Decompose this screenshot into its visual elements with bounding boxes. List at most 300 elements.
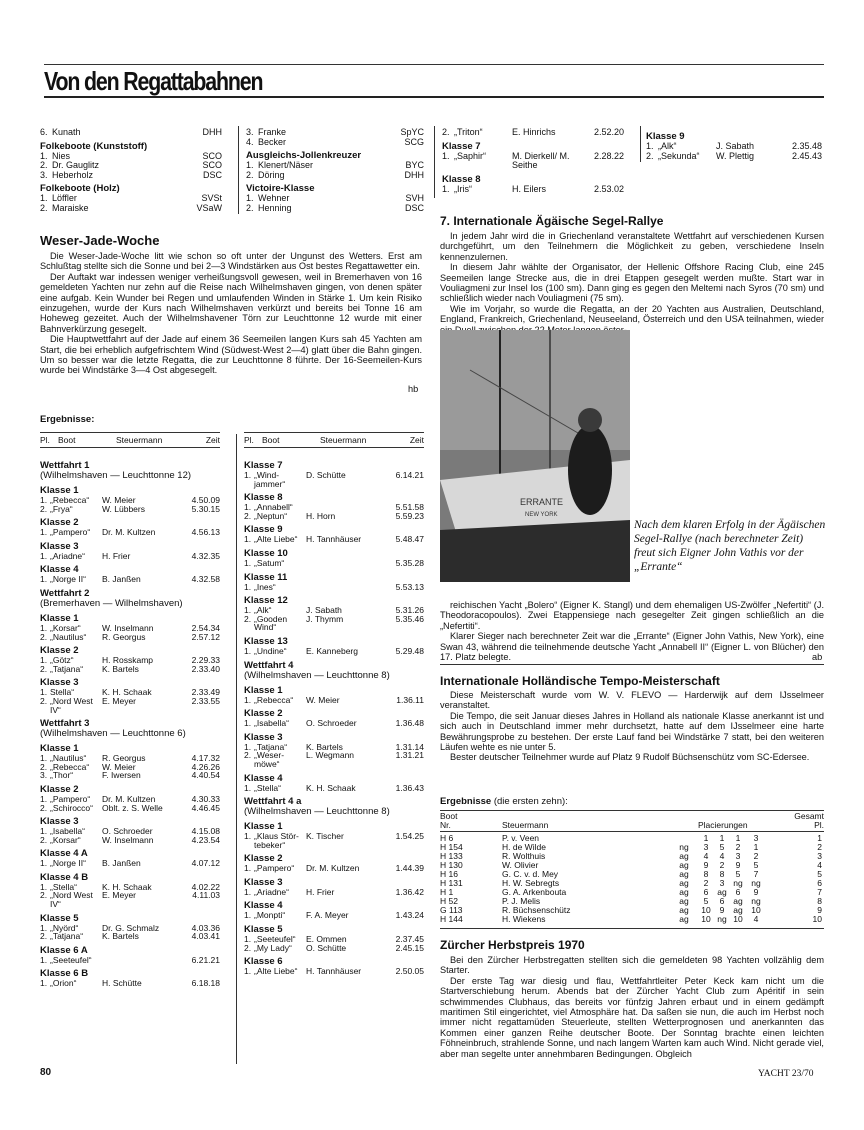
header-placierungen: Placierungen — [698, 820, 748, 830]
top-column-3 — [442, 128, 628, 194]
paragraph: Klarer Sieger nach berechneter Zeit war die „Errante“ (Eigner John Vathis, New York), eine Swan 43, während die teilnehmende deutsche Yacht „Annabell II“ (Eigner L. von Blücher) den 17. Platz belegte. — [440, 631, 824, 663]
race-time: 1.36.11 — [396, 694, 424, 705]
skipper-name: K. Bartels — [102, 663, 139, 674]
paragraph: Die Weser-Jade-Woche litt wie schon so oft unter der Ungunst des Wetters. Erst am Schlußtag stellte sich die Sonne und bei 2—3 Windstärken aus Ost bestes Regattawetter ein. — [40, 251, 422, 272]
race-time: 2.28.22 — [593, 150, 624, 161]
result-row — [244, 512, 424, 521]
placing: 5 — [719, 842, 725, 852]
skipper-name: J. Thymm — [306, 613, 344, 624]
paragraph: Bei den Zürcher Herbstregatten stellten sich die gemeldeten 98 Yachten vollzählig dem Starter. — [440, 955, 824, 976]
paragraph: reichischen Yacht „Bolero“ (Eigner K. Stangl) und dem ehemaligen US-Zwölfer „Nefertiti“ (J. Theodoracopoulos). Zwei Etappensiege nach gesegelter Zeit gingen schließlich an die „Nefertiti“. — [440, 600, 824, 631]
club-code: SCG — [404, 136, 424, 147]
placing: 2 — [735, 842, 741, 852]
place-number: 1. — [40, 550, 48, 561]
place-number: 3. — [40, 169, 48, 180]
skipper-name — [102, 956, 184, 965]
place-number: 2. — [244, 613, 252, 624]
race-time: 1.36.42 — [395, 886, 424, 897]
table-row — [440, 870, 824, 879]
place-number: 1. — [40, 193, 48, 203]
class-header: Folkeboote (Holz) — [40, 183, 120, 194]
race-time: 6.14.21 — [395, 470, 424, 480]
boat-name: „Tatjana“ — [50, 931, 84, 942]
boat-name: „Pampero“ — [50, 793, 91, 804]
boat-name: „Korsar“ — [50, 622, 81, 633]
place-number: 2. — [40, 931, 48, 942]
result-row — [246, 204, 424, 214]
skipper-name: B. Janßen — [102, 574, 141, 585]
header-gesamt: Gesamt Pl. — [794, 811, 824, 830]
race-time: 4.15.08 — [191, 826, 220, 837]
section-rule — [440, 928, 824, 929]
header-zeit: Zeit — [409, 435, 424, 445]
boat-name: „Annabell“ — [254, 502, 293, 513]
boat-name: „Thor“ — [50, 770, 74, 781]
result-row — [40, 804, 220, 813]
paragraph: Diese Meisterschaft wurde vom W. V. FLEVO — Harderwijk auf dem IJsselmeer veranstaltet. — [440, 690, 824, 711]
race-time: 4.32.35 — [191, 550, 220, 561]
race-time: 5.53.13 — [395, 581, 424, 592]
placing: 9 — [703, 860, 709, 870]
boat-name: „Wind- jammer“ — [254, 470, 286, 489]
weser-signature: hb — [408, 384, 419, 394]
results-list-left — [40, 456, 220, 988]
race-time: 1.36.48 — [395, 718, 424, 729]
boat-name: „Alk“ — [254, 605, 272, 616]
skipper-name — [306, 583, 388, 592]
placing: ng — [751, 878, 761, 888]
result-row — [244, 471, 424, 488]
class-header: Ausgleichs-Jollenkreuzer — [246, 150, 362, 161]
race-time: 5.30.15 — [191, 503, 220, 514]
placing: ng — [679, 842, 689, 852]
photo-boat-name: ERRANTE — [520, 497, 564, 507]
sailor-name: Löffler — [52, 193, 77, 203]
aegean-section-title: 7. Internationale Ägäische Segel-Rallye — [440, 214, 664, 228]
skipper-name: R. Georgus — [102, 631, 146, 642]
race-time: 6.18.18 — [191, 978, 220, 989]
boat-name: „Ariadne“ — [50, 550, 85, 561]
race-time: 2.50.05 — [395, 966, 424, 977]
skipper-name: R. Büchsenschütz — [502, 905, 571, 915]
table-row — [440, 852, 824, 861]
result-row — [244, 559, 424, 568]
place-number: 2. — [646, 150, 654, 161]
placing: 6 — [719, 896, 725, 906]
club-code: SVSt — [201, 193, 222, 203]
class-header: Klasse 13 — [244, 635, 288, 647]
boat-name: „Frya“ — [50, 503, 73, 514]
sailor-name: Wehner — [258, 193, 290, 203]
placing: 2 — [703, 878, 709, 888]
race-time: 2.29.33 — [191, 655, 220, 666]
race-time: 2.33.40 — [191, 663, 220, 674]
place-number: 1. — [244, 470, 252, 480]
skipper-name: R. Georgus — [102, 753, 146, 764]
place-number: 1. — [244, 741, 252, 752]
placing: 5 — [703, 896, 709, 906]
skipper-name: E. Meyer — [102, 890, 137, 901]
placing: ag — [679, 878, 689, 888]
table-row — [440, 888, 824, 897]
paragraph: Die Hauptwettfahrt auf der Jade auf einem 36 Seemeilen langen Kurs sah 45 Yachten am Start, die bei erheblich aufgefrischtem Wind (Südwest-West 2—4) glatt über die Bahn gingen. Um so besser war die letzte Regatta, die zur Leuchttonne 8 führte. Der 16-Seemeilen-Kurs wurde bei Windstärke 3—4 Ost abgesegelt. — [40, 334, 422, 376]
place-number: 2. — [40, 160, 48, 170]
placing: ag — [679, 851, 689, 861]
skipper-name: G. C. v. d. Mey — [502, 869, 559, 879]
result-row — [244, 911, 424, 920]
race-time: 2.45.15 — [395, 942, 424, 953]
skipper-name: W. Lübbers — [102, 503, 145, 514]
place-number: 1. — [244, 718, 252, 729]
weser-section-title: Weser-Jade-Woche — [40, 233, 160, 248]
club-code: SVH — [405, 193, 424, 203]
result-row — [244, 647, 424, 656]
header-boot: Boot — [262, 435, 280, 445]
weser-body-text — [40, 251, 422, 376]
result-row — [40, 979, 220, 988]
class-header: Klasse 9 — [244, 524, 283, 536]
place-number: 1. — [40, 858, 48, 869]
skipper-name: H. Schütte — [102, 978, 142, 989]
boat-name: „Neptun“ — [254, 510, 288, 521]
top-rule — [44, 64, 824, 65]
placing: ag — [679, 914, 689, 924]
boat-name: „Saphir“ — [454, 150, 487, 161]
boat-name: „Undine“ — [254, 645, 287, 656]
result-row — [40, 128, 222, 138]
race-time: 4.30.33 — [191, 793, 220, 804]
class-header: Klasse 4 — [244, 772, 283, 784]
section-rule — [440, 664, 824, 665]
holland-body-text — [440, 690, 824, 763]
class-header: Klasse 7 — [442, 140, 481, 152]
paragraph: Bester deutscher Teilnehmer wurde auf Platz 9 Rudolf Büchsenschütz vom SC-Edersee. — [450, 752, 810, 763]
paragraph: Der erste Tag war diesig und flau, Wettfahrtleiter Peter Keck kam nicht um die Startverschiebung herum. Abends bat der Zürcher Yacht Club zum Apéritif in sein schwimmendes Clubhaus, das bereits vor fünfzig Jahren erbaut und in einem gedämpft maritimen Stil eingerichtet, viel Atmosphäre hat. Da saßen sie nun, die auch im Herbst noch immer nicht regattamüden Steuerleute, stellten Wetterprognosen und anerkannten das Kommen einer ganzen Reihe deutscher Boote. Der Sonntag brachte einen leichten Föhneinbruch, strahlende Sonne, und nach langem Warten kam auch Wind. Nicht gerade viel, aber man segelte unter annehmbaren Bedingungen. Obgleich — [440, 975, 824, 1059]
paragraph: Der Auftakt war indessen weniger verheißungsvoll gewesen, weil in Bremerhaven von 16 gemeldeten Yachten nur zehn auf die Reise nach Wilhelmshaven gingen, von denen später eine aufgab. Kein Wunder bei Regen und umlaufenden Winden in Stärke 1. Um kein Risiko einzugehen, wurde der Kurs nach Wilhelmshaven verkürzt und bereits bei Tonne 16 am Hoheweg gezeitet. Auch der Wilhelmshavener Törn zur Leuchttonne 12 wurde mit einer Bahnverkürzung gesegelt. — [40, 271, 422, 334]
skipper-name: H. Frier — [306, 886, 335, 897]
skipper-name: G. A. Arkenbouta — [502, 887, 567, 897]
class-header: Klasse 3 — [244, 876, 283, 888]
table-row — [440, 906, 824, 915]
class-header: Klasse 4 B — [40, 871, 89, 883]
boat-name: „Norge II“ — [50, 574, 86, 585]
total-place: 7 — [817, 887, 822, 897]
boat-name: „Pampero“ — [254, 863, 295, 874]
class-header: Klasse 5 — [40, 912, 79, 924]
place-number: 1. — [244, 557, 252, 568]
boat-number: H 130 — [440, 860, 463, 870]
boat-name: „Klaus Stör- tebeker“ — [254, 831, 299, 850]
placing: 1 — [703, 833, 709, 843]
aegean-signature: ab — [812, 652, 823, 662]
race-time: 4.11.03 — [192, 890, 220, 901]
top-column-1 — [40, 128, 222, 213]
club-code: DHH — [202, 127, 222, 137]
race-time: 4.03.41 — [191, 931, 220, 942]
skipper-name: J. Sabath — [716, 141, 755, 151]
skipper-name: B. Janßen — [102, 858, 141, 869]
place-number: 2. — [40, 631, 48, 642]
place-number: 1. — [244, 782, 252, 793]
race-time: 4.50.09 — [191, 495, 220, 505]
table-row — [440, 861, 824, 870]
race-time: 2.52.20 — [593, 127, 624, 137]
placing: 2 — [719, 860, 725, 870]
place-number: 1. — [40, 655, 48, 666]
class-header: Klasse 3 — [244, 731, 283, 743]
class-header: Klasse 7 — [244, 460, 283, 471]
result-row — [40, 956, 220, 965]
boat-name: „Nord West IV“ — [50, 695, 93, 715]
place-number: 2. — [40, 802, 48, 813]
club-code: SCO — [202, 160, 222, 170]
sailor-name: Nies — [52, 150, 71, 161]
skipper-name: E. Ommen — [306, 934, 347, 945]
race-time: 2.33.49 — [191, 687, 220, 698]
class-header: Klasse 8 — [244, 492, 283, 504]
race-time: 4.02.22 — [191, 881, 220, 892]
result-row — [244, 864, 424, 873]
race-time: 1.43.24 — [395, 910, 424, 921]
place-number: 1. — [40, 150, 48, 161]
placing: ag — [679, 860, 689, 870]
race-time: 4.46.45 — [191, 802, 220, 813]
place-number: 2. — [40, 503, 48, 514]
column-divider — [236, 434, 237, 1064]
skipper-name: F. A. Meyer — [306, 910, 349, 921]
placing: 3 — [735, 851, 741, 861]
place-number: 2. — [40, 890, 48, 901]
placing: ng — [717, 914, 727, 924]
club-code: DHH — [404, 169, 424, 180]
result-row — [40, 836, 220, 845]
boat-name: „Monpti“ — [254, 910, 286, 921]
skipper-name: J. Sabath — [306, 605, 342, 616]
header-steuermann: Steuermann — [502, 820, 549, 830]
race-time: 5.35.28 — [395, 557, 424, 568]
page-number: 80 — [40, 1067, 52, 1078]
placing: 4 — [753, 914, 759, 924]
header-boot: Boot — [58, 435, 76, 445]
race-time: 4.17.32 — [191, 753, 220, 764]
place-number: 1. — [244, 605, 252, 616]
race-time: 2.57.12 — [191, 631, 220, 642]
result-row — [40, 575, 220, 584]
boat-name: „Alte Liebe“ — [254, 966, 298, 977]
class-header: Victoire-Klasse — [246, 183, 315, 194]
skipper-name: H. Rosskamp — [102, 655, 154, 666]
placing: 4 — [703, 851, 709, 861]
place-number: 1. — [40, 922, 48, 933]
result-row — [40, 528, 220, 537]
paragraph: In jedem Jahr wird die in Griechenland veranstaltete Wettfahrt auf verschiedenen Kursen durchgeführt, um den Teilnehmern die Möglichkeit zu geben, verschiedene Inseln kennenzulernen. — [440, 231, 824, 262]
result-row — [40, 771, 220, 780]
column-divider — [640, 126, 641, 162]
race-course: (Wilhelmshaven — Leuchttonne 8) — [244, 669, 390, 681]
class-header: Folkeboote (Kunststoff) — [40, 140, 148, 152]
class-header: Klasse 10 — [244, 547, 288, 559]
club-code: DSC — [404, 202, 424, 213]
boat-name: Stella“ — [50, 687, 75, 698]
results-header-right — [244, 432, 424, 448]
class-header: Klasse 2 — [40, 517, 79, 529]
placing: 3 — [719, 878, 725, 888]
skipper-name: O. Schütte — [306, 942, 347, 953]
total-place: 2 — [817, 842, 822, 852]
header-pl: Pl. — [40, 435, 50, 445]
total-place: 8 — [817, 896, 822, 906]
race-time: 5.51.58 — [395, 502, 424, 513]
race-time: 4.07.12 — [191, 858, 220, 869]
place-number: 1. — [40, 826, 48, 837]
class-header: Klasse 2 — [244, 708, 283, 720]
boat-name: „Seeteufel“ — [254, 934, 296, 945]
class-header: Klasse 11 — [244, 571, 288, 583]
club-code: BYC — [405, 160, 424, 170]
race-time: 1.54.25 — [395, 831, 424, 842]
place-number: 4. — [246, 136, 254, 147]
results-header-left — [40, 432, 220, 448]
place-number: 3. — [246, 127, 254, 137]
result-row — [244, 719, 424, 728]
boat-number: H 16 — [440, 869, 458, 879]
boat-name: „Nautilus“ — [50, 631, 87, 642]
race-time: 1.36.43 — [395, 782, 424, 793]
class-header: Klasse 3 — [40, 677, 79, 689]
skipper-name: H. Tannhäuser — [306, 966, 362, 977]
sailor-name: Heberholz — [52, 169, 94, 180]
sailor-name: Kunath — [52, 127, 81, 137]
skipper-name: Dr. M. Kultzen — [306, 863, 360, 874]
boat-number: H 133 — [440, 851, 463, 861]
race-time: 5.29.48 — [395, 645, 424, 656]
class-header: Klasse 3 — [40, 540, 79, 552]
placing: ng — [733, 878, 743, 888]
top-column-2 — [246, 128, 424, 213]
place-number: 1. — [40, 978, 48, 989]
total-place: 3 — [817, 851, 822, 861]
place-number: 1. — [244, 694, 252, 705]
photo-port: NEW YORK — [525, 512, 558, 518]
class-header: Klasse 1 — [244, 821, 283, 833]
boat-name: „Weser- möwe“ — [254, 750, 285, 769]
race-time: 4.32.58 — [191, 574, 220, 585]
result-row — [244, 615, 424, 632]
race-time: 2.33.55 — [191, 695, 220, 706]
race-time: 6.21.21 — [191, 954, 220, 965]
race-time: 5.48.47 — [395, 534, 424, 545]
results-list-right — [244, 456, 424, 976]
aegean-body-text-continued — [440, 600, 824, 662]
boat-name: „Ariadne“ — [254, 886, 289, 897]
holland-results-table — [440, 834, 824, 924]
race-time: 4.26.26 — [191, 761, 220, 772]
place-number: 1. — [40, 881, 48, 892]
holland-section-title: Internationale Holländische Tempo-Meisterschaft — [440, 674, 720, 688]
race-time: 1.31.21 — [395, 750, 424, 761]
paragraph: Wie im Vorjahr, so wurde die Regatta, an der 20 Yachten aus Australien, Deutschland, England, Frankreich, Griechenland, Neuseeland, Österreich und den USA teilnahmen, wieder — [440, 303, 824, 325]
club-code: SpYC — [400, 127, 424, 137]
skipper-name: E. Kanneberg — [306, 645, 358, 656]
skipper-name: D. Schütte — [306, 470, 346, 480]
place-number: 2. — [246, 169, 254, 180]
race-time: 5.35.46 — [395, 613, 424, 624]
table-row — [440, 915, 824, 924]
skipper-name: K. H. Schaak — [102, 881, 152, 892]
place-number: 2. — [40, 834, 48, 845]
place-number: 1. — [244, 534, 252, 545]
result-row — [244, 751, 424, 768]
place-number: 2. — [244, 750, 252, 761]
result-row — [246, 138, 424, 148]
club-code: DSC — [202, 169, 222, 180]
place-number: 1. — [40, 574, 48, 585]
boat-name: „Rebecca“ — [254, 694, 294, 705]
place-number: 1. — [244, 966, 252, 977]
boat-name: „Schirocco“ — [50, 802, 93, 813]
placing: 5 — [735, 869, 741, 879]
place-number: 1. — [40, 954, 48, 965]
skipper-name: W. Meier — [102, 495, 136, 505]
total-place: 9 — [817, 905, 822, 915]
boat-number: H 1 — [440, 887, 454, 897]
boat-name: „Nautilus“ — [50, 753, 87, 764]
boat-name: „Orion“ — [50, 978, 77, 989]
header-boot-nr: Boot Nr. — [440, 811, 458, 830]
top-column-4 — [646, 128, 826, 161]
placing: ag — [679, 869, 689, 879]
skipper-name: H. Tannhäuser — [306, 534, 362, 545]
race-time: 4.03.36 — [191, 922, 220, 933]
class-header: Klasse 4 — [40, 564, 79, 576]
place-number: 1. — [244, 910, 252, 921]
place-number: 2. — [246, 202, 254, 213]
skipper-name: H. Eilers — [512, 183, 547, 194]
placing: 10 — [751, 905, 761, 915]
boat-name: „Tatjana“ — [254, 741, 288, 752]
total-place: 6 — [817, 878, 822, 888]
paragraph: In diesem Jahr wählte der Organisator, der Hellenic Offshore Racing Club, eine 245 Seemeilen lange Strecke aus, die in drei Etappen gesegelt werden mußte. Start war in Vouliagmeni zur Insel Ios (100 sm). Dann ging es gegen den Meltemi nach Syros (70 sm) und schließlich wieder nach Vouliagmeni (75 sm). — [440, 262, 824, 304]
skipper-name: P. J. Melis — [502, 896, 541, 906]
boat-name: „Korsar“ — [50, 834, 81, 845]
placing: ag — [717, 887, 727, 897]
placing: ag — [679, 887, 689, 897]
boat-name: „My Lady“ — [254, 942, 292, 953]
class-header: Klasse 1 — [244, 684, 283, 696]
race-time: 2.35.48 — [791, 141, 822, 151]
skipper-name — [306, 559, 388, 568]
place-number: 1. — [442, 150, 450, 161]
placing: 9 — [735, 860, 741, 870]
boat-name: „Seeteufel“ — [50, 954, 92, 965]
placing: 8 — [719, 869, 725, 879]
race-course: (Wilhelmshaven — Leuchttonne 8) — [244, 806, 390, 818]
boat-name: „Isabella“ — [50, 826, 85, 837]
placing: 1 — [735, 833, 741, 843]
class-header: Wettfahrt 3 — [40, 718, 90, 730]
sailor-name: Döring — [258, 169, 285, 180]
place-number: 1. — [244, 886, 252, 897]
placing: 1 — [753, 842, 759, 852]
skipper-name: K. Tischer — [306, 831, 344, 842]
placing: ag — [679, 905, 689, 915]
boat-number: H 52 — [440, 896, 458, 906]
class-header: Klasse 2 — [40, 783, 79, 795]
result-row — [40, 665, 220, 674]
race-time: 2.45.43 — [791, 150, 822, 161]
result-row — [244, 696, 424, 705]
placing: 7 — [753, 869, 759, 879]
